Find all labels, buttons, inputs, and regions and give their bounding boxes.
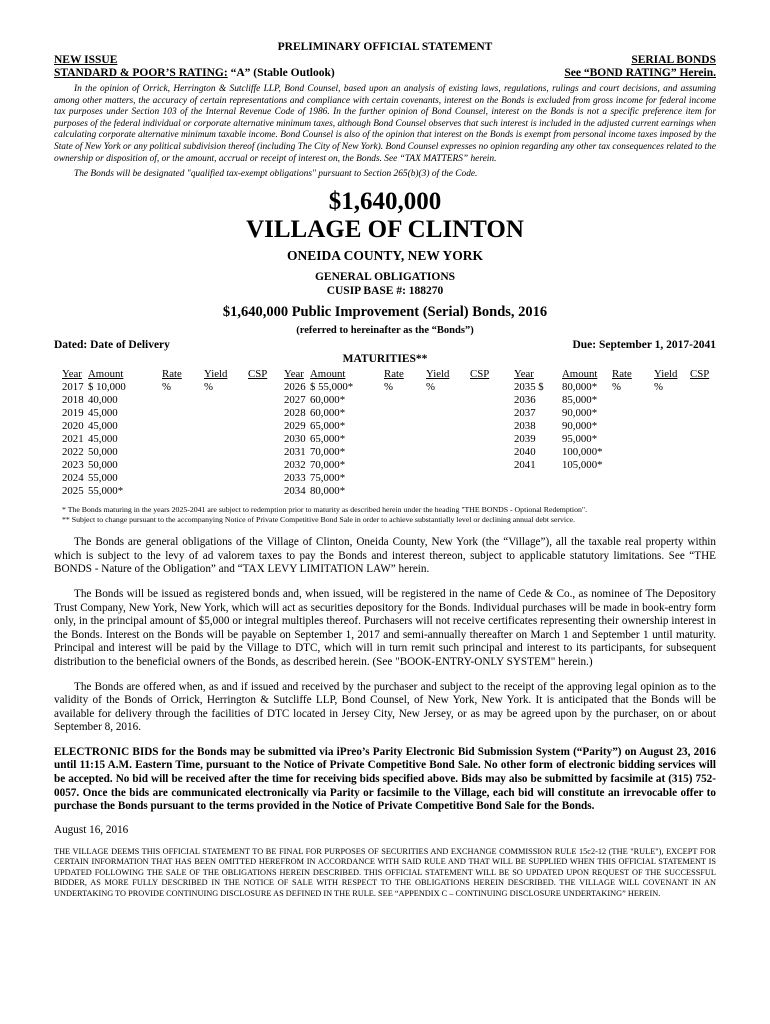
maturity-header-year: Year xyxy=(284,368,304,381)
maturity-year: 2028 xyxy=(284,407,306,420)
maturity-amount: 80,000* xyxy=(310,485,346,498)
maturity-amount: 75,000* xyxy=(310,472,346,485)
maturity-amount: 85,000* xyxy=(562,394,598,407)
maturity-amount: 45,000 xyxy=(88,433,118,446)
maturity-amount: 95,000* xyxy=(562,433,598,446)
maturity-year: 2037 xyxy=(514,407,536,420)
new-issue-label: NEW ISSUE xyxy=(54,54,118,66)
maturity-year: 2026 xyxy=(284,381,306,394)
maturity-rate: % xyxy=(162,381,171,394)
maturity-header-yield: Yield xyxy=(654,368,678,381)
maturity-header-amount: Amount xyxy=(88,368,124,381)
issue-row xyxy=(54,54,716,67)
maturity-amount: 70,000* xyxy=(310,446,346,459)
maturity-amount: 45,000 xyxy=(88,407,118,420)
maturity-amount: 55,000 xyxy=(88,472,118,485)
preliminary-heading: PRELIMINARY OFFICIAL STATEMENT xyxy=(277,41,493,53)
maturity-yield: % xyxy=(426,381,435,394)
maturity-year: 2032 xyxy=(284,459,306,472)
maturity-year: 2033 xyxy=(284,472,306,485)
referred-note: (referred to hereinafter as the “Bonds”) xyxy=(296,325,474,337)
maturity-amount: 70,000* xyxy=(310,459,346,472)
maturity-year: 2019 xyxy=(62,407,84,420)
maturity-header-rate: Rate xyxy=(162,368,182,381)
maturity-amount: 45,000 xyxy=(88,420,118,433)
maturity-year: 2025 xyxy=(62,485,84,498)
tax-opinion-paragraph: In the opinion of Orrick, Herrington & Sutcliffe LLP, Bond Counsel, based upon an analysis of existing laws, regulations, rulings and court decisions, and assuming among other matters, the accuracy of certain representations and compliance with certain covenants, interest on the Bonds is excluded from gross income for federal income tax purposes under Section 103 of the Internal Revenue Code of 1986. In the further opinion of Bond Counsel, interest on the Bonds is not a specific preference item for purposes of the federal individual or corporate alternative minimum taxes, although Bond Counsel observes that such interest is included in the adjusted current earnings when calculating corporate alternative minimum taxable income. Bond Counsel is also of the opinion that interest on the Bonds is exempt from personal income taxes imposed by the State of New York or any political subdivision thereof (including The City of New York). Bond Counsel expresses no opinion regarding any other tax consequences related to the ownership or disposition of, or the amount, accrual or receipt of interest on, the Bonds. See “TAX MATTERS” herein. xyxy=(54,84,716,164)
dated-label: Dated: Date of Delivery xyxy=(54,339,170,352)
maturity-header-year: Year xyxy=(514,368,534,381)
maturity-amount: $ 10,000 xyxy=(88,381,126,394)
maturity-header-rate: Rate xyxy=(612,368,632,381)
rating xyxy=(54,67,335,80)
maturity-year: 2031 xyxy=(284,446,306,459)
maturity-year: 2038 xyxy=(514,420,536,433)
maturity-year: 2018 xyxy=(62,394,84,407)
maturity-year: 2021 xyxy=(62,433,84,446)
maturity-year: 2029 xyxy=(284,420,306,433)
maturity-rate: % xyxy=(384,381,393,394)
rating-value: “A” (Stable Outlook) xyxy=(227,67,335,79)
serial-bonds-label: SERIAL BONDS xyxy=(631,54,716,66)
due-label: Due: September 1, 2017-2041 xyxy=(572,339,716,352)
general-obligation-paragraph: The Bonds are general obligations of the Village of Clinton, Oneida County, New York (the “Village”), all the taxable real property within which is subject to the levy of ad valorem taxes to pay the Bonds and interest thereon, subject to applicable statutory limitations. See “THE BONDS - Nature of the Obligation” and “TAX LEVY LIMITATION LAW” herein. xyxy=(54,536,716,576)
maturity-year: 2017 xyxy=(62,381,84,394)
statement-date: August 16, 2016 xyxy=(54,823,129,836)
maturity-amount: 55,000* xyxy=(88,485,124,498)
maturity-amount: 50,000 xyxy=(88,446,118,459)
maturity-year: 2035 $ xyxy=(514,381,544,394)
maturity-amount: 60,000* xyxy=(310,394,346,407)
maturities-title: MATURITIES** xyxy=(342,353,428,366)
maturity-notes xyxy=(54,505,716,525)
issuer-name: VILLAGE OF CLINTON xyxy=(246,216,524,244)
maturity-year: 2039 xyxy=(514,433,536,446)
principal-amount: $1,640,000 xyxy=(328,188,442,216)
maturity-yield: % xyxy=(654,381,663,394)
official-statement-page xyxy=(54,40,716,899)
change-note: ** Subject to change pursuant to the accompanying Notice of Private Competitive Bond Sale in order to achieve substantially level or declining annual debt service. xyxy=(62,515,575,525)
maturity-header-csp: CSP xyxy=(248,368,268,381)
maturity-amount: $ 55,000* xyxy=(310,381,354,394)
maturity-amount: 65,000* xyxy=(310,433,346,446)
maturity-amount: 90,000* xyxy=(562,407,598,420)
county-name: ONEIDA COUNTY, NEW YORK xyxy=(286,248,484,264)
maturity-year: 2041 xyxy=(514,459,536,472)
redemption-note: * The Bonds maturing in the years 2025-2041 are subject to redemption prior to maturity as described herein under the heading "THE BONDS - Optional Redemption". xyxy=(62,505,588,515)
designation-note: The Bonds will be designated "qualified tax-exempt obligations" pursuant to Section 265(b)(3) of the Code. xyxy=(74,169,478,180)
maturity-amount: 50,000 xyxy=(88,459,118,472)
maturity-year: 2027 xyxy=(284,394,306,407)
maturity-amount: 90,000* xyxy=(562,420,598,433)
disclosure-paragraph: THE VILLAGE DEEMS THIS OFFICIAL STATEMENT TO BE FINAL FOR PURPOSES OF SECURITIES AND EXCHANGE COMMISSION RULE 15c2-12 (THE "RULE"), EXCEPT FOR CERTAIN INFORMATION THAT HAS BEEN OMITTED HEREFROM IN ACCORDANCE WITH SAID RULE AND THAT WILL BE SUPPLIED WHEN THIS OFFICIAL STATEMENT IS UPDATED FOLLOWING THE SALE OF THE OBLIGATIONS HEREIN DESCRIBED. THIS OFFICIAL STATEMENT WILL BE SO UPDATED UPON REQUEST OF THE SUCCESSFUL BIDDER, AS MORE FULLY DESCRIBED IN THE NOTICE OF SALE WITH RESPECT TO THE OBLIGATIONS HEREIN DESCRIBED. THE VILLAGE WILL COVENANT IN AN UNDERTAKING TO PROVIDE CONTINUING DISCLOSURE AS DEFINED IN THE RULE. SEE “APPENDIX C – CONTINUING DISCLOSURE UNDERTAKING” HEREIN. xyxy=(54,846,716,898)
maturity-amount: 105,000* xyxy=(562,459,603,472)
electronic-bids-paragraph: ELECTRONIC BIDS for the Bonds may be submitted via iPreo’s Parity Electronic Bid Submission System (“Parity”) on August 23, 2016 until 11:15 A.M. Eastern Time, pursuant to the Notice of Private Competitive Bond Sale. No other form of electronic bidding services will be accepted. No bid will be received after the time for receiving bids specified above. Bids may also be submitted by facsimile at (315) 752-0057. Once the bids are communicated electronically via Parity or facsimile to the Village, each bid will constitute an irrevocable offer to purchase the Bonds pursuant to the terms provided in the Notice of Private Competitive Bond Sale for the Bonds. xyxy=(54,745,716,813)
rating-label: STANDARD & POOR’S RATING: xyxy=(54,67,228,79)
see-rating-note: See “BOND RATING” Herein. xyxy=(564,67,716,79)
cusip-base: CUSIP BASE #: 188270 xyxy=(326,285,444,298)
maturity-year: 2024 xyxy=(62,472,84,485)
maturity-header-csp: CSP xyxy=(690,368,710,381)
maturities-table xyxy=(54,368,716,502)
maturity-header-year: Year xyxy=(62,368,82,381)
maturity-header-yield: Yield xyxy=(204,368,228,381)
maturity-header-amount: Amount xyxy=(562,368,598,381)
bond-series-title: $1,640,000 Public Improvement (Serial) Bonds, 2016 xyxy=(222,304,548,321)
maturity-year: 2034 xyxy=(284,485,306,498)
dated-due-row xyxy=(54,339,716,352)
maturity-header-yield: Yield xyxy=(426,368,450,381)
maturity-year: 2040 xyxy=(514,446,536,459)
book-entry-paragraph: The Bonds will be issued as registered bonds and, when issued, will be registered in the name of Cede & Co., as nominee of The Depository Trust Company, New York, New York, which will act as securities depository for the Bonds. Individual purchases will be made in book-entry form only, in the principal amount of $5,000 or integral multiples thereof. Purchasers will not receive certificates representing their ownership interest in the Bonds. Interest on the Bonds will be payable on September 1, 2017 and semi-annually thereafter on March 1 and September 1 until maturity. Principal and interest will be paid by the Village to DTC, which will in turn remit such principal and interest to its participants, for subsequent distribution to the beneficial owners of the Bonds, as described herein. (See "BOOK-ENTRY-ONLY SYSTEM" herein.) xyxy=(54,587,716,668)
maturity-amount: 40,000 xyxy=(88,394,118,407)
maturity-header-rate: Rate xyxy=(384,368,404,381)
maturity-rate: % xyxy=(612,381,621,394)
maturity-year: 2022 xyxy=(62,446,84,459)
maturity-amount: 100,000* xyxy=(562,446,603,459)
maturity-year: 2020 xyxy=(62,420,84,433)
obligation-type: GENERAL OBLIGATIONS xyxy=(314,271,456,284)
maturity-amount: 60,000* xyxy=(310,407,346,420)
maturity-yield: % xyxy=(204,381,213,394)
maturity-header-csp: CSP xyxy=(470,368,490,381)
maturity-header-amount: Amount xyxy=(310,368,346,381)
maturity-year: 2030 xyxy=(284,433,306,446)
maturity-year: 2036 xyxy=(514,394,536,407)
maturity-amount: 65,000* xyxy=(310,420,346,433)
delivery-paragraph: The Bonds are offered when, as and if issued and received by the purchaser and subject to the receipt of the approving legal opinion as to the validity of the Bonds of Orrick, Herrington & Sutcliffe LLP, Bond Counsel, of New York, New York. It is anticipated that the Bonds will be available for delivery through the facilities of DTC located in Jersey City, New Jersey, or as may be agreed upon by the purchaser, on or about September 8, 2016. xyxy=(54,680,716,734)
maturity-year: 2023 xyxy=(62,459,84,472)
rating-row xyxy=(54,67,716,80)
maturity-amount: 80,000* xyxy=(562,381,598,394)
